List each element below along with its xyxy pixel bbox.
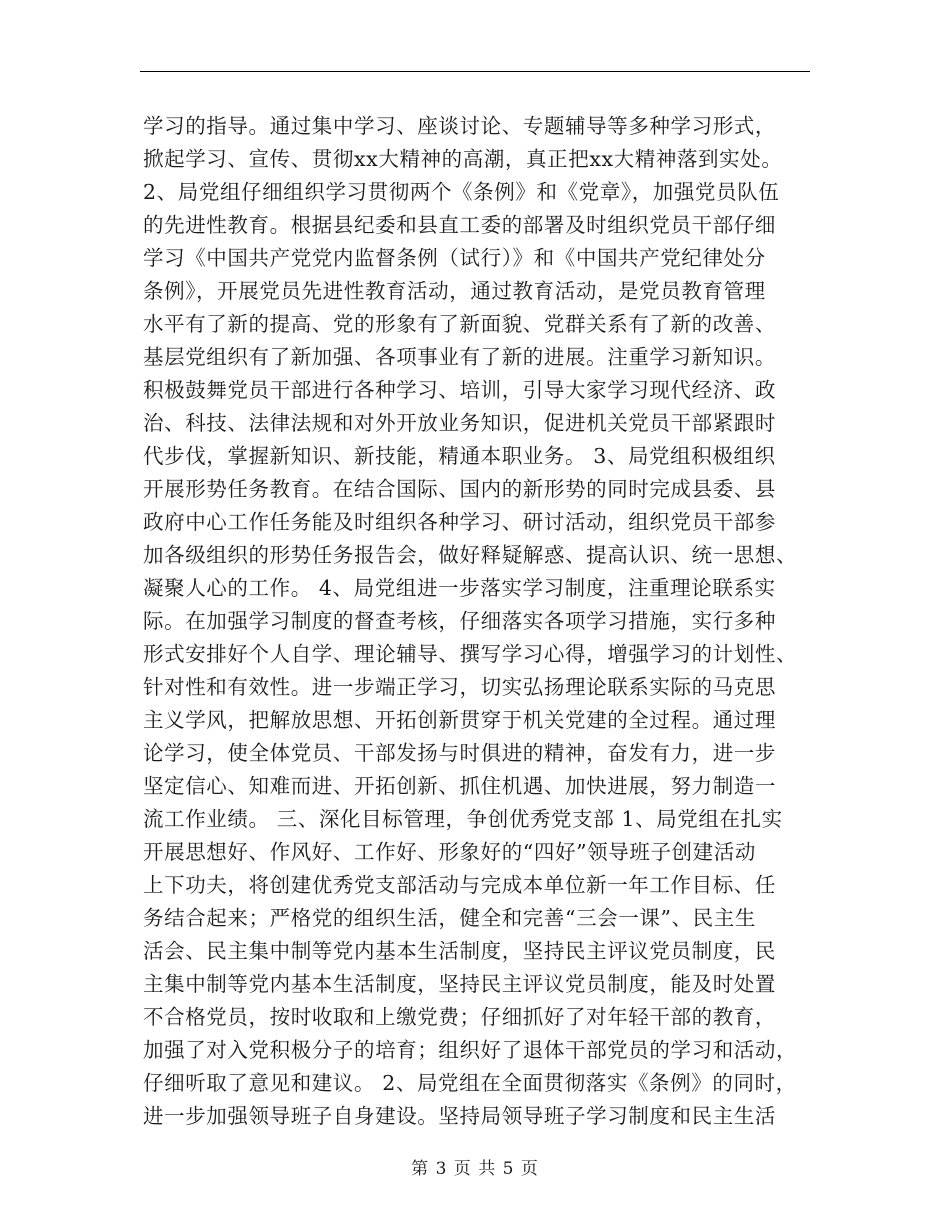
text-line: 学习的指导。通过集中学习、座谈讨论、专题辅导等多种学习形式，: [143, 114, 776, 138]
page-number-label: 第 3 页 共 5 页: [411, 1159, 539, 1179]
text-line: 进一步加强领导班子自身建设。坚持局领导班子学习制度和民主生活: [143, 1104, 776, 1128]
text-line: 加强了对入党积极分子的培育；组织好了退体干部党员的学习和活动，: [143, 1038, 798, 1062]
text-line: 代步伐，掌握新知识、新技能，精通本职业务。 3、局党组积极组织: [143, 444, 776, 468]
page-footer: [0, 1154, 950, 1179]
text-line: 主义学风，把解放思想、开拓创新贯穿于机关党建的全过程。通过理: [143, 708, 776, 732]
text-line: 积极鼓舞党员干部进行各种学习、培训，引导大家学习现代经济、政: [143, 378, 776, 402]
text-line: 2、局党组仔细组织学习贯彻两个《条例》和《党章》，加强党员队伍: [143, 180, 780, 204]
text-line: 主集中制等党内基本生活制度，坚持民主评议党员制度，能及时处置: [143, 972, 776, 996]
text-line: 基层党组织有了新加强、各项事业有了新的进展。注重学习新知识。: [143, 345, 776, 369]
text-line: 论学习，使全体党员、干部发扬与时俱进的精神，奋发有力，进一步: [143, 741, 776, 765]
text-line: 流工作业绩。 三、深化目标管理，争创优秀党支部 1、局党组在扎实: [143, 807, 783, 831]
text-line: 掀起学习、宣传、贯彻xx大精神的高潮，真正把xx大精神落到实处。: [143, 147, 783, 171]
text-line: 加各级组织的形势任务报告会，做好释疑解惑、提高认识、统一思想、: [143, 543, 798, 567]
text-line: 凝聚人心的工作。 4、局党组进一步落实学习制度，注重理论联系实: [143, 576, 776, 600]
text-line: 坚定信心、知难而进、开拓创新、抓住机遇、加快进展，努力制造一: [143, 774, 776, 798]
text-line: 政府中心工作任务能及时组织各种学习、研讨活动，组织党员干部参: [143, 510, 776, 534]
text-line: 活会、民主集中制等党内基本生活制度，坚持民主评议党员制度，民: [143, 939, 776, 963]
text-line: 形式安排好个人自学、理论辅导、撰写学习心得，增强学习的计划性、: [143, 642, 798, 666]
text-line: 不合格党员，按时收取和上缴党费；仔细抓好了对年轻干部的教育，: [143, 1005, 776, 1029]
text-line: 上下功夫，将创建优秀党支部活动与完成本单位新一年工作目标、任: [143, 873, 776, 897]
text-line: 水平有了新的提高、党的形象有了新面貌、党群关系有了新的改善、: [143, 312, 776, 336]
text-line: 务结合起来；严格党的组织生活，健全和完善“三会一课”、民主生: [143, 906, 756, 930]
text-line: 针对性和有效性。进一步端正学习，切实弘扬理论联系实际的马克思: [143, 675, 776, 699]
text-line: 仔细听取了意见和建议。 2、局党组在全面贯彻落实《条例》的同时，: [143, 1071, 797, 1095]
text-line: 开展思想好、作风好、工作好、形象好的“四好”领导班子创建活动: [143, 840, 756, 864]
text-line: 的先进性教育。根据县纪委和县直工委的部署及时组织党员干部仔细: [143, 213, 776, 237]
text-line: 条例》，开展党员先进性教育活动，通过教育活动，是党员教育管理: [143, 279, 766, 303]
header-rule: [140, 71, 810, 72]
body-text: [143, 110, 813, 1133]
text-line: 开展形势任务教育。在结合国际、国内的新形势的同时完成县委、县: [143, 477, 776, 501]
text-line: 学习《中国共产党党内监督条例（试行）》和《中国共产党纪律处分: [143, 246, 766, 270]
text-line: 际。在加强学习制度的督查考核，仔细落实各项学习措施，实行多种: [143, 609, 776, 633]
text-line: 治、科技、法律法规和对外开放业务知识，促进机关党员干部紧跟时: [143, 411, 776, 435]
